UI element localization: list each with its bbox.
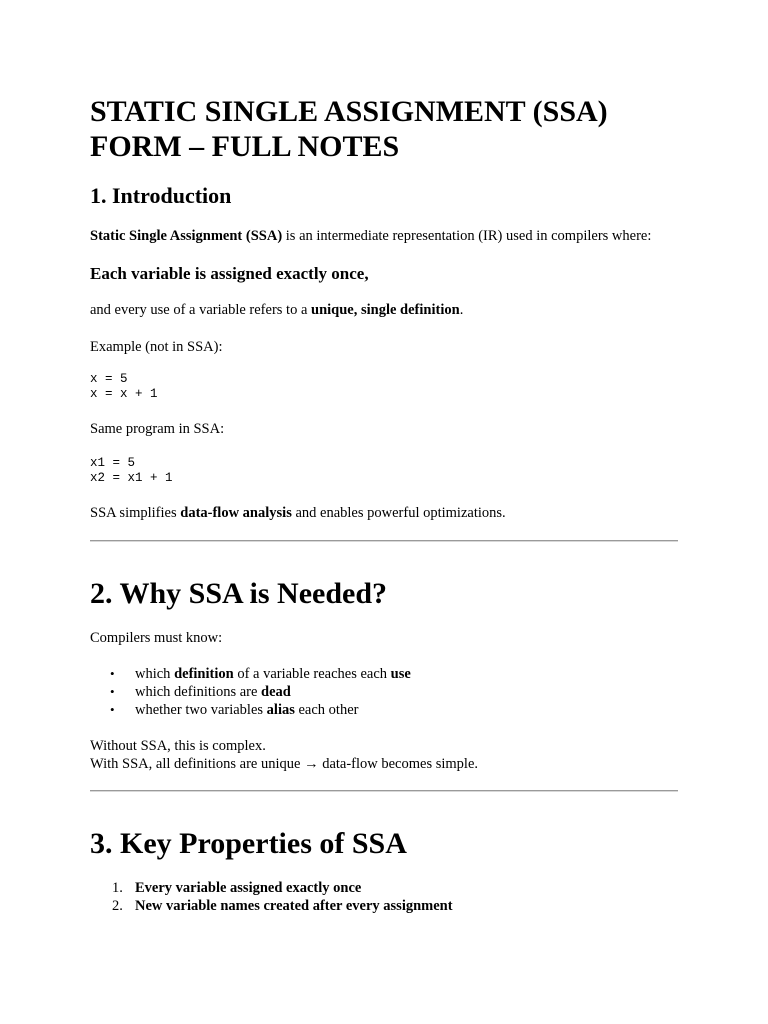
simplifies-bold: data-flow analysis <box>180 505 292 521</box>
bullet-text: each other <box>294 702 359 718</box>
definition-start: and every use of a variable refers to a <box>90 302 312 318</box>
without-ssa-line: Without SSA, this is complex. <box>90 738 266 754</box>
ssa-term: Static Single Assignment (SSA) <box>90 228 283 244</box>
intro-paragraph <box>90 227 690 245</box>
simplifies-end: and enables powerful optimizations. <box>291 505 506 521</box>
list-number: 1. <box>112 880 123 896</box>
bullet-bold: definition <box>174 666 234 682</box>
code-block-non-ssa: x = 5 x = x + 1 <box>90 372 158 401</box>
property-text: Every variable assigned exactly once <box>135 880 362 896</box>
intro-paragraph-rest: is an intermediate representation (IR) used in compilers where: <box>282 228 652 244</box>
code-block-ssa: x1 = 5 x2 = x1 + 1 <box>90 456 173 485</box>
with-ssa-line: With SSA, all definitions are unique → data-flow becomes simple. <box>90 756 479 772</box>
list-item <box>90 701 650 719</box>
list-item <box>90 897 650 915</box>
section-divider <box>90 540 678 542</box>
section-heading-introduction: 1. Introduction <box>90 183 232 208</box>
list-item <box>90 665 650 683</box>
bullet-bold: alias <box>266 702 295 718</box>
simplifies-start: SSA simplifies <box>90 505 181 521</box>
section-divider <box>90 790 678 792</box>
bullet-text: of a variable reaches each <box>233 666 391 682</box>
example-label: Example (not in SSA): <box>90 339 223 355</box>
definition-bold: unique, single definition <box>311 302 460 318</box>
definition-paragraph <box>90 301 690 319</box>
list-item <box>90 683 650 701</box>
bullet-bold: dead <box>261 684 291 700</box>
section-heading-key-properties: 3. Key Properties of SSA <box>90 827 407 860</box>
bullet-text: whether two variables <box>135 702 267 718</box>
subheading-assigned-once: Each variable is assigned exactly once, <box>90 264 369 283</box>
bullet-text: which definitions are <box>135 684 262 700</box>
properties-list <box>90 879 650 915</box>
list-item <box>90 879 650 897</box>
definition-end: . <box>459 302 464 318</box>
page-title: STATIC SINGLE ASSIGNMENT (SSA) FORM – FULL NOTES <box>90 95 608 163</box>
why-bullet-list <box>90 665 650 719</box>
bullet-bold: use <box>390 666 411 682</box>
section-heading-why-ssa: 2. Why SSA is Needed? <box>90 577 388 610</box>
list-number: 2. <box>112 898 123 914</box>
ssa-example-label: Same program in SSA: <box>90 421 225 437</box>
property-text: New variable names created after every assignment <box>135 898 453 914</box>
why-lead: Compilers must know: <box>90 630 223 646</box>
simplifies-paragraph <box>90 504 690 522</box>
bullet-text: which <box>135 666 175 682</box>
